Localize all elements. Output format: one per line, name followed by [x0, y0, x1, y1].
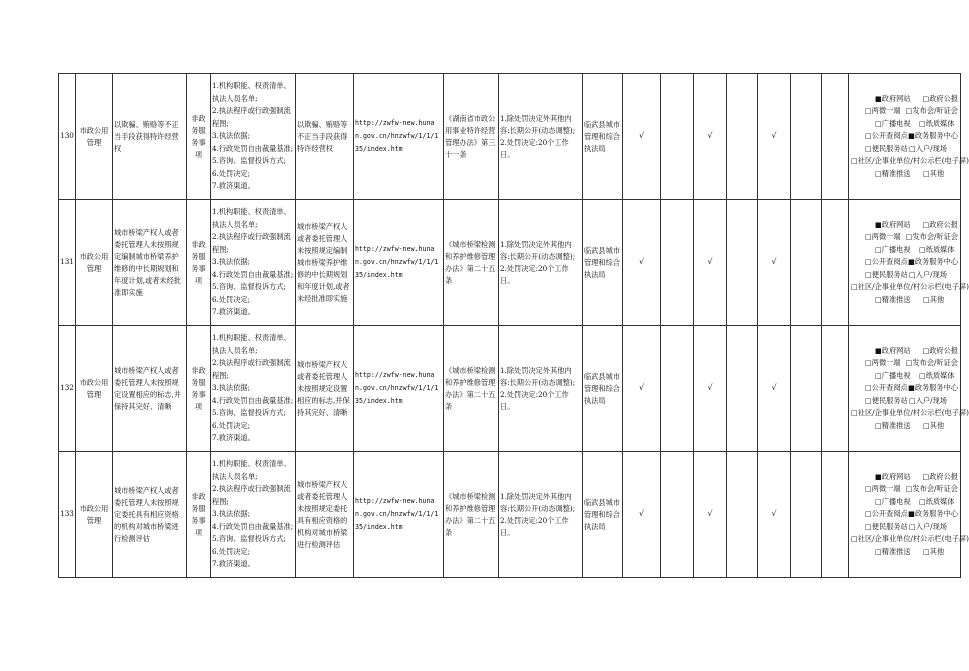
mark-cell: [822, 74, 849, 200]
channel-two-micro: □两微一端: [865, 106, 901, 116]
disclosure-contents-cell: 1.机构职能、权责清单、执法人员名单; 2.执法程序或行政强制流程图; 3.执法依据; 4.行政处罚自由裁量基准; 5.咨询、监督投诉方式; 6.处罚决定; 7.救济渠道。: [211, 200, 296, 326]
mark-cell: √: [758, 74, 791, 200]
channel-two-micro: □两微一端: [865, 232, 901, 242]
mark-cell: √: [623, 200, 661, 326]
item-detail-cell: 以欺骗、贿赂等不正当手段获得特许经营权: [296, 74, 354, 200]
channel-reading: □公开查阅点: [865, 509, 908, 519]
time-limit-cell: 1.除处罚决定外其他内容:长期公开(动态调整); 2.处罚决定:20个工作日。: [499, 326, 583, 452]
table-row: [59, 200, 961, 326]
row-number: 130: [59, 74, 76, 200]
channel-service-center: ■政务服务中心: [908, 131, 958, 141]
row-number: 132: [59, 326, 76, 452]
mark-cell: √: [694, 74, 727, 200]
channel-service-center: ■政务服务中心: [908, 509, 958, 519]
mark-cell: √: [758, 200, 791, 326]
disclosure-table: [58, 73, 969, 578]
item-detail-cell: 城市桥梁产权人或者委托管理人未按照规定编制城市桥梁养护维修的中长期规划和年度计划,或者未经批准即实施: [296, 200, 354, 326]
legal-basis-cell: 《湖南省市政公用事业特许经营管理办法》第三十一条: [444, 74, 499, 200]
channel-community: □社区/企事业单位/村公示栏(电子屏): [851, 534, 969, 544]
channel-press: □发布会/听证会: [905, 232, 958, 242]
mark-cell: [661, 326, 694, 452]
channel-gov-bulletin: □政府公报: [922, 345, 958, 355]
channel-press: □发布会/听证会: [905, 358, 958, 368]
channel-tv: □广播电视: [875, 118, 911, 128]
agency-cell: 临武县城市管理和综合执法局: [583, 326, 623, 452]
channel-paper: □纸质媒体: [919, 496, 955, 506]
channel-tv: □广播电视: [875, 244, 911, 254]
channels-cell: [849, 200, 969, 326]
channel-push: □精准推送: [875, 546, 911, 556]
channels-cell: [849, 74, 969, 200]
channel-paper: □纸质媒体: [919, 118, 955, 128]
url-cell: http://zwfw-new.hunan.gov.cn/hnzwfw/1/1/135/index.htm: [354, 74, 444, 200]
row-number: 133: [59, 452, 76, 578]
mark-cell: [661, 200, 694, 326]
mark-cell: √: [758, 326, 791, 452]
mark-cell: √: [623, 452, 661, 578]
legal-basis-cell: 《城市桥梁检测和养护维修管理办法》第二十五条: [444, 326, 499, 452]
item-name-cell: 以欺骗、贿赂等不正当手段获得特许经营权: [113, 74, 187, 200]
channel-two-micro: □两微一端: [865, 358, 901, 368]
channel-reading: □公开查阅点: [865, 383, 908, 393]
channel-other: □其他: [923, 294, 945, 304]
channel-push: □精准推送: [875, 294, 911, 304]
table-row: [59, 452, 961, 578]
mark-cell: [791, 452, 822, 578]
item-type-cell: 非政务服务事项: [187, 452, 211, 578]
table-row: [59, 74, 961, 200]
item-detail-cell: 城市桥梁产权人或者委托管理人未按照规定设置相应的标志,并保持其完好、清晰: [296, 326, 354, 452]
item-name-cell: 城市桥梁产权人或者委托管理人未按照规定委托具有相应资格的机构对城市桥梁进行检测评估: [113, 452, 187, 578]
channel-paper: □纸质媒体: [919, 370, 955, 380]
channel-gov-site: ■政府网站: [875, 345, 911, 355]
mark-cell: [791, 326, 822, 452]
category-cell: 市政公用管理: [76, 200, 113, 326]
channel-door: □入户/现场: [909, 395, 947, 405]
mark-cell: √: [694, 452, 727, 578]
channel-service-center: ■政务服务中心: [908, 257, 958, 267]
category-cell: 市政公用管理: [76, 326, 113, 452]
channel-tv: □广播电视: [875, 370, 911, 380]
item-detail-cell: 城市桥梁产权人或者委托管理人未按照规定委托具有相应资格的机构对城市桥梁进行检测评估: [296, 452, 354, 578]
mark-cell: [727, 200, 758, 326]
mark-cell: [727, 452, 758, 578]
channel-press: □发布会/听证会: [905, 106, 958, 116]
channel-tv: □广播电视: [875, 496, 911, 506]
mark-cell: [661, 452, 694, 578]
time-limit-cell: 1.除处罚决定外其他内容:长期公开(动态调整); 2.处罚决定:20个工作日。: [499, 74, 583, 200]
disclosure-contents-cell: 1.机构职能、权责清单、执法人员名单; 2.执法程序或行政强制流程图; 3.执法依据; 4.行政处罚自由裁量基准; 5.咨询、监督投诉方式; 6.处罚决定; 7.救济渠道。: [211, 326, 296, 452]
channel-community: □社区/企事业单位/村公示栏(电子屏): [851, 408, 969, 418]
item-name-cell: 城市桥梁产权人或者委托管理人未按照规定编制城市桥梁养护维修的中长期规划和年度计划,或者未经批准即实施: [113, 200, 187, 326]
channel-community: □社区/企事业单位/村公示栏(电子屏): [851, 156, 969, 166]
agency-cell: 临武县城市管理和综合执法局: [583, 200, 623, 326]
channel-gov-site: ■政府网站: [875, 471, 911, 481]
channel-service-center: ■政务服务中心: [908, 383, 958, 393]
mark-cell: √: [758, 452, 791, 578]
channel-convenience: □便民服务站: [865, 521, 908, 531]
disclosure-contents-cell: 1.机构职能、权责清单、执法人员名单; 2.执法程序或行政强制流程图; 3.执法依据; 4.行政处罚自由裁量基准; 5.咨询、监督投诉方式; 6.处罚决定; 7.救济渠道。: [211, 74, 296, 200]
url-cell: http://zwfw-new.hunan.gov.cn/hnzwfw/1/1/135/index.htm: [354, 326, 444, 452]
channel-gov-site: ■政府网站: [875, 219, 911, 229]
channel-reading: □公开查阅点: [865, 131, 908, 141]
channel-gov-bulletin: □政府公报: [922, 93, 958, 103]
channel-other: □其他: [923, 420, 945, 430]
category-cell: 市政公用管理: [76, 74, 113, 200]
channel-push: □精准推送: [875, 168, 911, 178]
mark-cell: [822, 452, 849, 578]
item-type-cell: 非政务服务事项: [187, 326, 211, 452]
channel-reading: □公开查阅点: [865, 257, 908, 267]
url-cell: http://zwfw-new.hunan.gov.cn/hnzwfw/1/1/135/index.htm: [354, 200, 444, 326]
table-row: [59, 326, 961, 452]
mark-cell: √: [623, 326, 661, 452]
channel-door: □入户/现场: [909, 521, 947, 531]
legal-basis-cell: 《城市桥梁检测和养护维修管理办法》第二十五条: [444, 452, 499, 578]
mark-cell: [791, 74, 822, 200]
channel-convenience: □便民服务站: [865, 143, 908, 153]
row-number: 131: [59, 200, 76, 326]
channel-convenience: □便民服务站: [865, 395, 908, 405]
item-type-cell: 非政务服务事项: [187, 200, 211, 326]
channel-other: □其他: [923, 546, 945, 556]
mark-cell: [822, 200, 849, 326]
time-limit-cell: 1.除处罚决定外其他内容:长期公开(动态调整); 2.处罚决定:20个工作日。: [499, 452, 583, 578]
url-cell: http://zwfw-new.hunan.gov.cn/hnzwfw/1/1/135/index.htm: [354, 452, 444, 578]
agency-cell: 临武县城市管理和综合执法局: [583, 74, 623, 200]
mark-cell: [727, 74, 758, 200]
legal-basis-cell: 《城市桥梁检测和养护维修管理办法》第二十五条: [444, 200, 499, 326]
item-name-cell: 城市桥梁产权人或者委托管理人未按照规定设置相应的标志,并保持其完好、清晰: [113, 326, 187, 452]
mark-cell: [791, 200, 822, 326]
time-limit-cell: 1.除处罚决定外其他内容:长期公开(动态调整); 2.处罚决定:20个工作日。: [499, 200, 583, 326]
channel-door: □入户/现场: [909, 143, 947, 153]
mark-cell: √: [623, 74, 661, 200]
channel-gov-site: ■政府网站: [875, 93, 911, 103]
mark-cell: [822, 326, 849, 452]
channel-door: □入户/现场: [909, 269, 947, 279]
channel-gov-bulletin: □政府公报: [922, 471, 958, 481]
mark-cell: √: [694, 200, 727, 326]
mark-cell: [661, 74, 694, 200]
channel-convenience: □便民服务站: [865, 269, 908, 279]
channels-cell: [849, 452, 969, 578]
channel-community: □社区/企事业单位/村公示栏(电子屏): [851, 282, 969, 292]
channel-gov-bulletin: □政府公报: [922, 219, 958, 229]
channel-press: □发布会/听证会: [905, 484, 958, 494]
channel-push: □精准推送: [875, 420, 911, 430]
item-type-cell: 非政务服务事项: [187, 74, 211, 200]
disclosure-contents-cell: 1.机构职能、权责清单、执法人员名单; 2.执法程序或行政强制流程图; 3.执法依据; 4.行政处罚自由裁量基准; 5.咨询、监督投诉方式; 6.处罚决定; 7.救济渠道。: [211, 452, 296, 578]
channel-two-micro: □两微一端: [865, 484, 901, 494]
category-cell: 市政公用管理: [76, 452, 113, 578]
mark-cell: [727, 326, 758, 452]
mark-cell: √: [694, 326, 727, 452]
agency-cell: 临武县城市管理和综合执法局: [583, 452, 623, 578]
channel-other: □其他: [923, 168, 945, 178]
channels-cell: [849, 326, 969, 452]
channel-paper: □纸质媒体: [919, 244, 955, 254]
